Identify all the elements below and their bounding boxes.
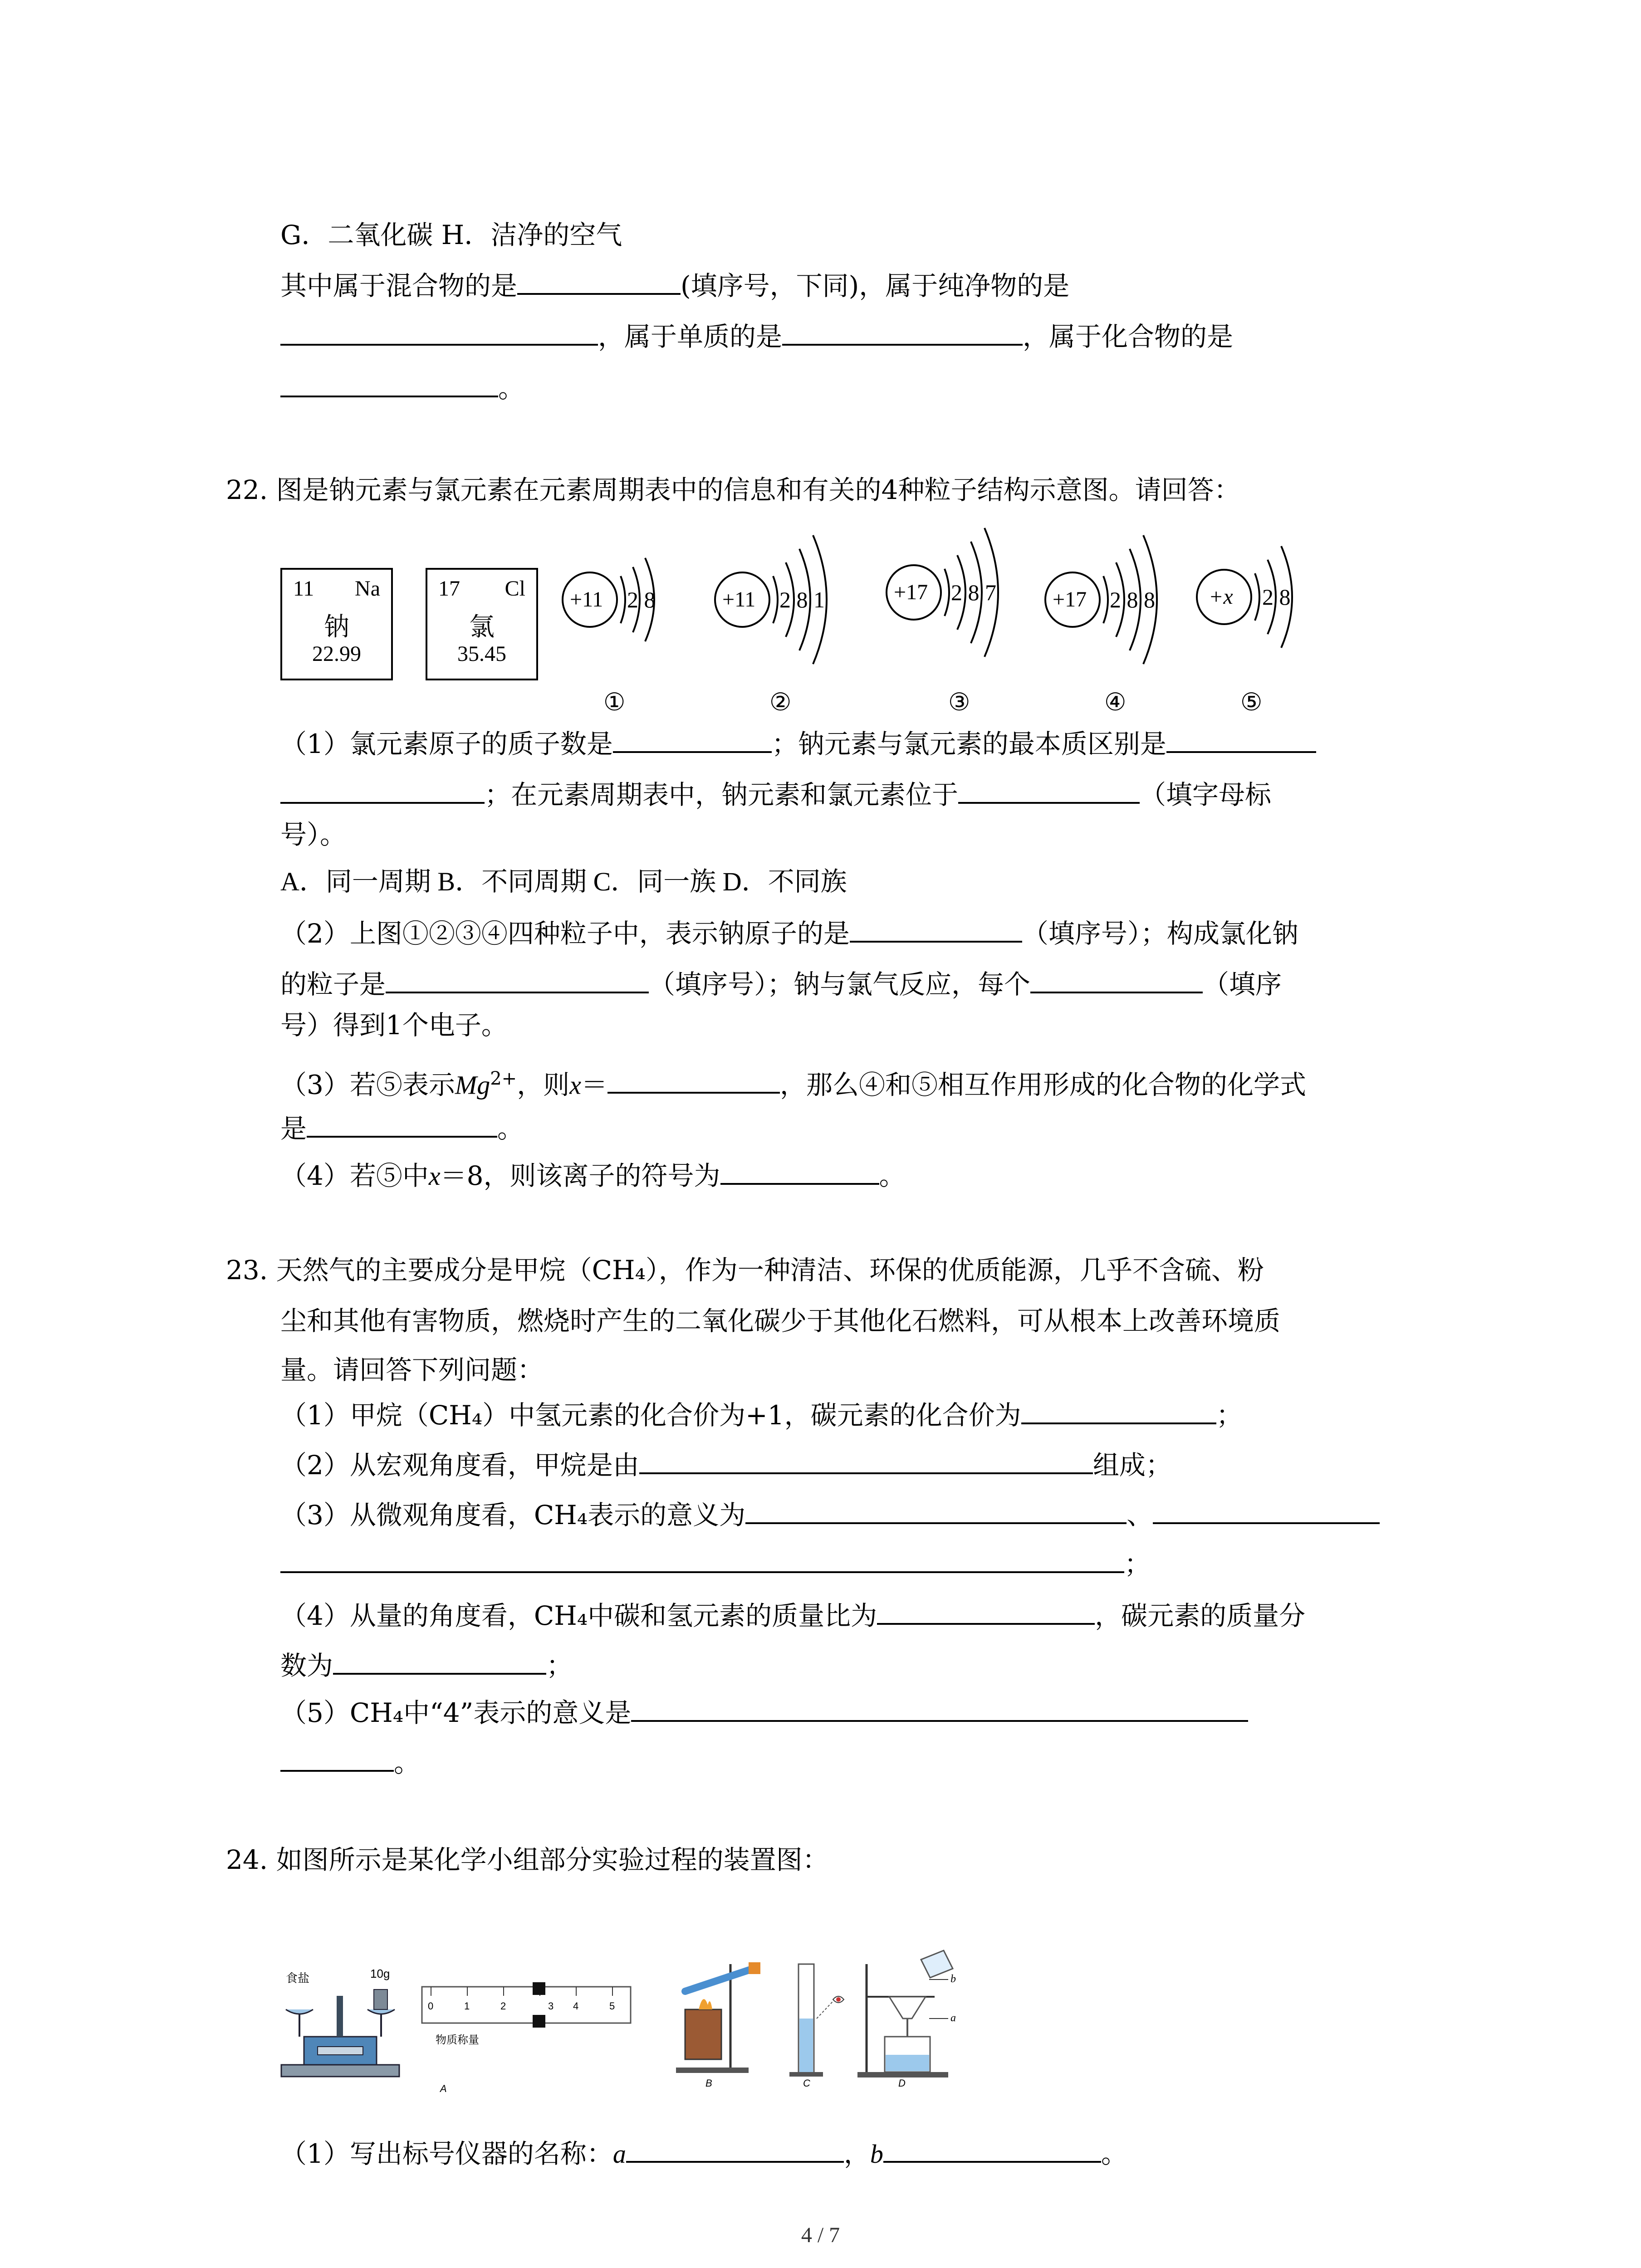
q22-blank-formula[interactable] [307,1110,497,1138]
q23-part5-line1: （5）CH₄中“4”表示的意义是 [280,1695,1248,1731]
particle-2-shells: 2 8 1 [779,587,825,612]
q22-stem: 22. 图是钠元素与氯元素在元素周期表中的信息和有关的4种粒子结构示意图。请回答： [226,474,1240,505]
particle-1-shells: 2 8 [627,587,656,612]
q22-part2-line3: 号）得到1个电子。 [280,1010,508,1041]
particle-structure-diagrams [554,508,1334,735]
lab-apparatus-figure [277,1946,980,2100]
particle-4-nucleus: +17 [1053,587,1087,611]
page-number: 4 / 7 [801,2223,840,2247]
q22-blank-difference[interactable] [1166,726,1316,753]
q23-blank-macro[interactable] [639,1447,1093,1474]
particle-3-label: ③ [948,688,970,716]
na-atomic-mass: 22.99 [312,642,361,666]
q22-part3-line1: （3）若⑤表示$Mg^{2+}$，则x＝ ，那么④和⑤相互作用形成的化合物的化学式 [280,1061,1306,1103]
q23-stem-line2: 尘和其他有害物质，燃烧时产生的二氧化碳少于其他化石燃料，可从根本上改善环境质 [280,1305,1281,1336]
q21-line-element: ，属于单质的是 ，属于化合物的是 [280,318,1233,355]
q23-blank-subscript-meaning-cont[interactable] [280,1745,394,1772]
q23-part4-line1: （4）从量的角度看，CH₄中碳和氢元素的质量比为 ，碳元素的质量分 [280,1598,1305,1634]
salt-label: 食盐 [286,1972,310,1985]
q22-part1-line3: 号）。 [280,819,347,850]
ruler-icon [422,1982,631,2028]
q21-blank-mixture[interactable] [517,268,681,295]
particle-2-label: ② [769,688,792,716]
label-a-mark: a [950,2012,956,2024]
q23-blank-carbon-valence[interactable] [1021,1397,1216,1424]
filtration-icon [857,1950,953,2077]
ruler-tick-5: 5 [609,2000,615,2012]
q22-blank-nacl-particles[interactable] [386,966,649,993]
ruler-tick-1: 1 [464,2000,470,2012]
cl-element-card [426,568,538,680]
q24-blank-instrument-a[interactable] [626,2136,844,2163]
caption-c: C [803,2077,810,2089]
na-element-card [280,568,393,680]
q23-blank-mass-ratio[interactable] [877,1598,1095,1625]
q22-blank-x-value[interactable] [607,1066,780,1094]
cl-atomic-mass: 35.45 [457,642,506,666]
q22-part2-line2: 的粒子是 （填序号）；钠与氯气反应，每个 （填序 [280,966,1282,1002]
particle-1-label: ① [603,688,626,716]
q24-part1: （1）写出标号仪器的名称：a ，b 。 [280,2136,1127,2172]
cl-atomic-number: 17 [438,577,460,601]
q23-part3-line1: （3）从微观角度看，CH₄表示的意义为 、 [280,1497,1380,1533]
q21-blank-compound[interactable] [280,370,498,397]
q23-blank-micro-1[interactable] [745,1497,1127,1524]
q21-blank-pure[interactable] [280,318,598,346]
q22-blank-difference-cont[interactable] [280,777,485,804]
q21-line-compound: 。 [280,370,524,406]
q22-options: A．同一周期 B．不同周期 C．同一族 D．不同族 [280,867,847,896]
caption-a: A [440,2083,447,2094]
q23-blank-mass-fraction[interactable] [333,1647,546,1675]
mg-ion-charge: 2+ [490,1068,517,1089]
q22-part4: （4）若⑤中x＝8，则该离子的符号为 。 [280,1158,906,1194]
q24-blank-instrument-b[interactable] [883,2136,1101,2163]
q23-part2: （2）从宏观角度看，甲烷是由 组成； [280,1447,1172,1483]
ruler-tick-3: 3 [548,2000,554,2012]
q23-part1: （1）甲烷（CH₄）中氢元素的化合价为+1，碳元素的化合价为 ； [280,1397,1243,1433]
cl-name: 氯 [469,612,495,642]
q23-stem-line3: 量。请回答下列问题： [280,1354,544,1385]
weight-label: 10g [370,1967,390,1980]
q24-stem: 24. 如图所示是某化学小组部分实验过程的装置图： [226,1844,829,1875]
particle-4-shells: 2 8 8 [1110,587,1155,612]
test-tube-heating-icon [676,1962,760,2073]
q22-part1-line1: （1）氯元素原子的质子数是 ；钠元素与氯元素的最本质区别是 [280,726,1316,762]
na-symbol: Na [355,577,380,601]
q22-blank-gains-electron[interactable] [1030,966,1203,993]
particle-3-shells: 2 8 7 [951,580,996,605]
label-b-mark: b [950,1973,956,1985]
q23-part4-line2: 数为 ； [280,1647,573,1684]
q22-part3-line2: 是 。 [280,1110,524,1147]
ruler-tick-0: 0 [428,2000,434,2012]
na-name: 钠 [324,612,349,642]
particle-1-nucleus: +11 [570,587,603,611]
particle-4-label: ④ [1104,688,1127,716]
ruler-caption: 物质称量 [436,2033,479,2046]
q22-blank-na-atom[interactable] [850,915,1022,943]
q23-part3-line2: ； [280,1546,1151,1582]
q21-line-options: G．二氧化碳 H．洁净的空气 [280,220,622,250]
q22-blank-position[interactable] [958,777,1140,804]
particle-5-nucleus: +x [1209,585,1233,609]
particle-5-shells: 2 8 [1262,584,1291,610]
ruler-tick-2: 2 [500,2000,506,2012]
q21-line-mixture: 其中属于混合物的是 (填序号，下同)，属于纯净物的是 [280,268,1069,304]
q23-part5-line2: 。 [280,1745,420,1781]
q22-blank-ion-symbol[interactable] [720,1158,879,1185]
cl-symbol: Cl [505,577,525,601]
particle-5-label: ⑤ [1240,688,1263,716]
balance-icon [281,1989,399,2077]
particle-2-nucleus: +11 [722,587,756,611]
q22-part1-line2: ；在元素周期表中，钠元素和氯元素位于 （填字母标 [280,777,1271,813]
caption-b: B [705,2077,712,2089]
q21-blank-element[interactable] [782,318,1023,346]
q23-blank-micro-2[interactable] [1153,1497,1380,1524]
q23-blank-micro-2-cont[interactable] [280,1546,1124,1573]
q23-stem-line1: 23. 天然气的主要成分是甲烷（CH₄），作为一种清洁、环保的优质能源，几乎不含硫、粉 [226,1255,1264,1286]
ruler-tick-4: 4 [573,2000,579,2012]
na-atomic-number: 11 [293,577,314,601]
mg-ion-symbol: Mg [455,1070,490,1100]
graduated-cylinder-icon [789,1964,844,2077]
q22-part2-line1: （2）上图①②③④四种粒子中，表示钠原子的是 （填序号）；构成氯化钠 [280,915,1298,952]
q23-blank-subscript-meaning[interactable] [631,1695,1248,1722]
q22-blank-proton-count[interactable] [613,726,772,753]
caption-d: D [898,2077,906,2089]
particle-3-nucleus: +17 [894,580,928,604]
